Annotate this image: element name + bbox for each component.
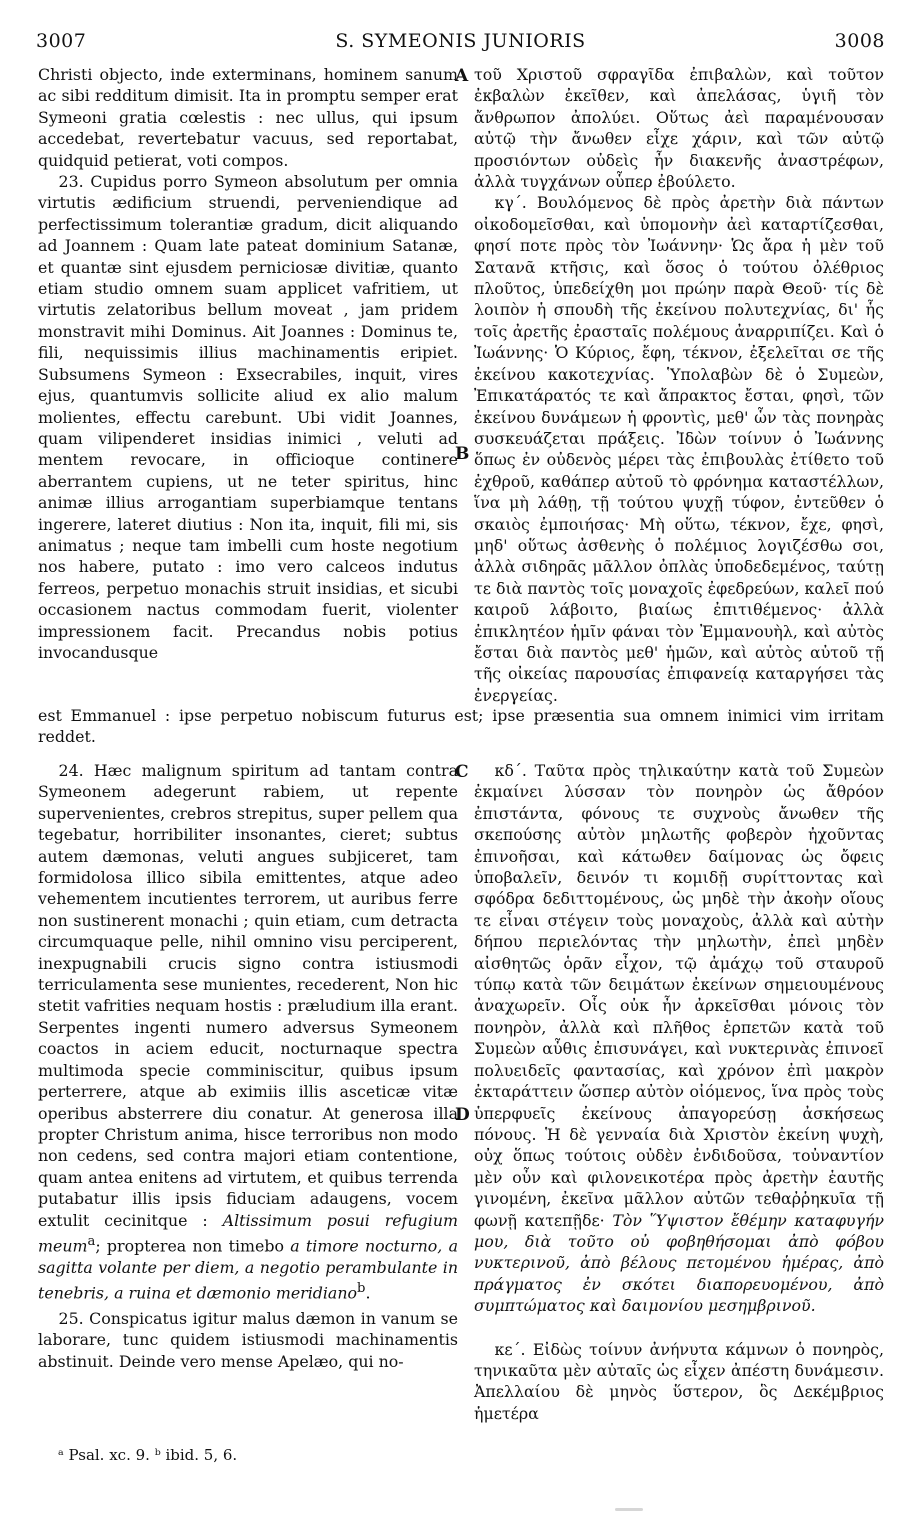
latin-column-upper: [38, 64, 458, 663]
margin-marker-d: D: [455, 1105, 470, 1125]
latin-column-lower: [38, 760, 458, 1372]
psalm-quote: a timore nocturno, a sagitta volante per diem, a negotio perambulante in tenebris, a ruina et dæmonio meridiano: [38, 1236, 458, 1303]
running-title: S. SYMEONIS JUNIORIS: [335, 30, 586, 52]
latin-paragraph: Christi objecto, inde exterminans, hominem sanum ac sibi redditum dimisit. Ita in promptu semper erat Symeoni gratia cœlestis : nec ullus, qui ipsum accedebat, revertebatur vacuus, sed reportabat, quidquid petierat, voti compos.: [38, 65, 458, 170]
psalm-quote-greek: Τὸν Ὕψιστον ἔθέμην καταφυγήν μου, διὰ τοῦτο οὐ φοβηθήσομαι ἀπὸ φόβου νυκτερινοῦ, ἀπὸ βέλους πετομένου ἡμέρας, ἀπὸ πράγματος ἐν σκότει διαπορευομένου, ἀπὸ συμπτώματος καὶ δαιμονίου μεσημβρινοῦ.: [474, 1210, 885, 1316]
margin-marker-b: B: [455, 444, 470, 464]
greek-paragraph-24: κδ΄. Ταῦτα πρὸς τηλικαύτην κατὰ τοῦ Συμεὼν ἐκμαίνει λύσσαν τὸν πονηρὸν ὡς ἄθρόον ἐπιστάντα, φόνους τε συχνοὺς ἄνωθεν τῆς σκεπούσης αὐτὸν μηλωτῆς φοβερὸν ἠχοῦντας ἐπινοῆσαι, καὶ κάτωθεν δαίμονας ὡς ὄφεις ὑποβαλεῖν, δεινόν τι κομιδῇ συρίττοντας καὶ σφόδρα δεδιττομένους, ὡς μηδὲ τὴν ἀκοὴν οἵους τε εἶναι στέγειν τοὺς μοναχοὺς, ἀλλὰ καὶ αὐτὴν δήπου περιελόντας τὴν μηλωτὴν, ἐπεὶ μηδὲν αἰσθητῶς ὁρᾶν εἶχον, τῷ ἀμάχῳ τοῦ σταυροῦ τύπῳ κατὰ τῶν δειμάτων ἐκείνων σημειουμένους ἀναχωρεῖν. Οἷς οὐκ ἦν ἀρκεῖσθαι μόνοις τὸν πονηρὸν, ἀλλὰ καὶ πλῆθος ἑρπετῶν κατὰ τοῦ Συμεὼν αὖθις ἐπισυνάγει, καὶ νυκτερινὰς ἐπινοεῖ πολυειδεῖς φαντασίας, καὶ χρόνον ἐπὶ μακρὸν ἐκταράττειν ὥσπερ αὐτὸν οἰόμενος, ἵνα πρὸς τοὺς ὑπερφυεῖς ἐκείνους ἀπαγορεύσῃ ἀσκήσεως πόνους. Ἡ δὲ γενναία διὰ Χριστὸν ἐκείνη ψυχὴ, οὐχ ὅπως τούτοις οὐδὲν ἐνδιδοῦσα, τοὐναντίον μὲν οὖν καὶ φιλονεικοτέρα πρὸς ἀρετὴν ἑαυτῆς γινομένη, ἐκεῖνα μᾶλλον αὐτῶν τεθαῤῥηκυῖα τῇ φωνῇ κατεπῇδε· Τὸν Ὕψιστον ἔθέμην καταφυγήν μου, διὰ τοῦτο οὐ φοβηθήσομαι ἀπὸ φόβου νυκτερινοῦ, ἀπὸ βέλους πετομένου ἡμέρας, ἀπὸ πράγματος ἐν σκότει διαπορευομένου, ἀπὸ συμπτώματος καὶ δαιμονίου μεσημβρινοῦ.: [474, 761, 885, 1316]
margin-marker-a: A: [455, 66, 469, 86]
running-header: [36, 30, 885, 60]
greek-paragraph-25: κε΄. Εἰδὼς τοίνυν ἀνήνυτα κάμνων ὁ πονηρὸς, τηνικαῦτα μὲν αὐταῖς ὡς εἶχεν ἀπέστη δυνάμεσιν. Ἀπελλαίου δὲ μηνὸς ὕστερον, ὃς Δεκέμβριος ἡμετέρα: [474, 1339, 884, 1423]
footnote-ref-a: a: [87, 1233, 96, 1249]
latin-paragraph-25: 25. Conspicatus igitur malus dæmon in vanum se laborare, tunc quidem istiusmodi machinamentis abstinuit. Deinde vero mense Apelæo, qui no-: [38, 1308, 458, 1371]
print-smudge: [615, 1508, 643, 1511]
greek-paragraph-23: κγ΄. Βουλόμενος δὲ πρὸς ἀρετὴν διὰ πάντων οἰκοδομεῖσθαι, καὶ ὑπομονὴν ἀεὶ καταρτίζεσθαι, φησί ποτε πρὸς τὸν Ἰωάννην· Ὡς ἄρα ἡ μὲν τοῦ Σατανᾶ κτῆσις, καὶ ὅσος ὁ τούτου ὀλέθριος πλοῦτος, ὑπεδείχθη μοι πρώην παρὰ Θεοῦ· τίς δὲ λοιπὸν ἡ σπουδὴ τῆς ἐκείνου πολυτεχνίας, δι' ἧς τοῖς ἀρετῆς ἐρασταῖς πολέμους ἀναρριπίζει. Καὶ ὁ Ἰωάννης· Ὁ Κύριος, ἔφη, τέκνον, ἐξελεῖται σε τῆς ἐκείνου κακοτεχνίας. Ὑπολαβὼν δὲ ὁ Συμεὼν, Ἐπικατάρατός τε καὶ ἄπρακτος ἔσται, φησὶ, τῶν ἐκείνου δυνάμεων ἡ φροντὶς, μεθ' ὧν τὰς πονηρὰς συσκευάζεται πράξεις. Ἰδὼν τοίνυν ὁ Ἰωάννης ὅπως ἐν οὐδενὸς μέρει τὰς ἐπιβουλὰς ἐτίθετο τοῦ ἐχθροῦ, καθάπερ αὐτοῦ τὸ φρόνημα καταστέλλων, ἵνα μὴ λάθῃ, τῇ τούτου ψυχῇ τύφον, ἐντεῦθεν ὁ σκαιὸς ἐμποιήσας· Μὴ οὕτω, τέκνον, ἔχε, φησὶ, μηδ' οὕτως ἀσθενὴς ὁ πολέμιος λογιζέσθω σοι, ἀλλὰ σιδηρᾶς μᾶλλον ὀπλὰς ὑποδεδεμένος, ταύτῃ τε διὰ παντὸς τοῖς μοναχοῖς ἐφεδρεύων, καλεῖ πού καιροῦ λάβοιτο, βιαίως ἐπιτιθέμενος· ἀλλὰ ἐπικλητέον ἡμῖν φάναι τὸν Ἐμμανουὴλ, καὶ αὐτὸς ἔσται διὰ παντὸς μεθ' ἡμῶν, καὶ αὐτὸς αὐτοῦ τῇ τῆς οἰκείας παρουσίας ἐπιφανείᾳ καταργήσει τὰς ἐνεργείας.: [474, 193, 884, 705]
latin-paragraph-24: 24. Hæc malignum spiritum ad tantam contra Symeonem adegerunt rabiem, ut repente supervenientes, crebros strepitus, super pellem qua tegebatur, horribiliter insonantes, cieret; subtus autem dæmonas, veluti angues subjiceret, tam formidolosa illico sibila emittentes, atque adeo vehementem incutientes terrorem, ut auribus ferre non sustinerent monachi ; quin etiam, cum detracta circumquaque pelle, nihil omnino visu perciperent, inexpugnabili crucis signo contra istiusmodi terriculamenta sese munientes, recederent, Non hic stetit vafrities nequam hostis : præludium illa erant. Serpentes ingenti numero adversus Symeonem coactos in aciem educit, nocturnaque spectra multimoda specie comminiscitur, quibus ipsum perterrere, atque ab eximiis illis asceticæ vitæ operibus absterrere diu conatur. At generosa illa propter Christum anima, hisce terroribus non modo non cedens, sed contra majori etiam contentione, quam antea enitens ad virtutem, et quibus terrenda putabatur illis ipsis fiduciam adaugens, vocem extulit cecinitque : Altissimum posui refugium meum$^a$; propterea non timebo a timore nocturno, a sagitta volante per diem, a negotio perambulante in tenebris, a ruina et dæmonio meridiano$^b$.: [38, 761, 458, 1303]
latin-paragraph-23: 23. Cupidus porro Symeon absolutum per omnia virtutis ædificium struendi, perveniendique ad perfectissimum tolerantiæ gradum, dicit aliquando ad Joannem : Quam late pateat dominium Satanæ, et quantæ sint ejusdem perniciosæ divitiæ, quanto etiam studio omnem suam applicet vafritiem, ut virtutis zelatoribus bellum moveat , jam pridem monstravit mihi Dominus. Ait Joannes : Dominus te, fili, nequissimis illius machinamentis eripiet. Subsumens Symeon : Exsecrabiles, inquit, vires ejus, quantumvis sollicite aliud ex alio malum molientes, effectu carebunt. Ubi vidit Joannes, quam vilipenderet insidias inimici , veluti ad mentem revocare, in officioque continere aberrantem cupiens, ut ne teter spiritus, hinc animæ illius arrogantiam superbiamque tentans ingerere, lateret diutius : Non ita, inquit, fili mi, sis animatus ; neque tam imbelli cum hoste negotium nos habere, putato : imo vero calceos indutus ferreos, perpetuo monachis struit insidias, et sicubi occasionem nactus commodam fuerit, violenter impressionem facit. Precandus nobis potius invocandusque: [38, 172, 458, 662]
latin-full-width-line: est Emmanuel : ipse perpetuo nobiscum futurus est; ipse præsentia sua omnem inimici vim irritam reddet.: [38, 706, 884, 747]
left-page-number: 3007: [36, 30, 87, 52]
margin-marker-c: C: [455, 762, 469, 782]
right-page-number: 3008: [834, 30, 885, 52]
greek-column-upper: [474, 64, 884, 706]
footnote-ref-b: b: [357, 1281, 366, 1297]
psalm-quote: Altissimum posui refugium meum: [38, 1210, 458, 1256]
greek-paragraph: τοῦ Χριστοῦ σφραγῖδα ἐπιβαλὼν, καὶ τοῦτον ἐκβαλὼν ἐκεῖθεν, καὶ ἀπελάσας, ὑγιῆ τὸν ἄνθρωπον ἀπολύει. Οὕτως ἀεὶ παραμένουσαν αὐτῷ τὴν ἄνωθεν εἶχε χάριν, καὶ τῶν αὐτῷ προσιόντων οὐδεὶς ἦν διακενῆς ἀναστρέφων, ἀλλὰ τυγχάνων οὗπερ ἐβούλετο.: [474, 65, 884, 192]
greek-column-lower: [474, 760, 884, 1424]
footnotes: ᵃ Psal. xc. 9. ᵇ ibid. 5, 6.: [58, 1446, 238, 1464]
